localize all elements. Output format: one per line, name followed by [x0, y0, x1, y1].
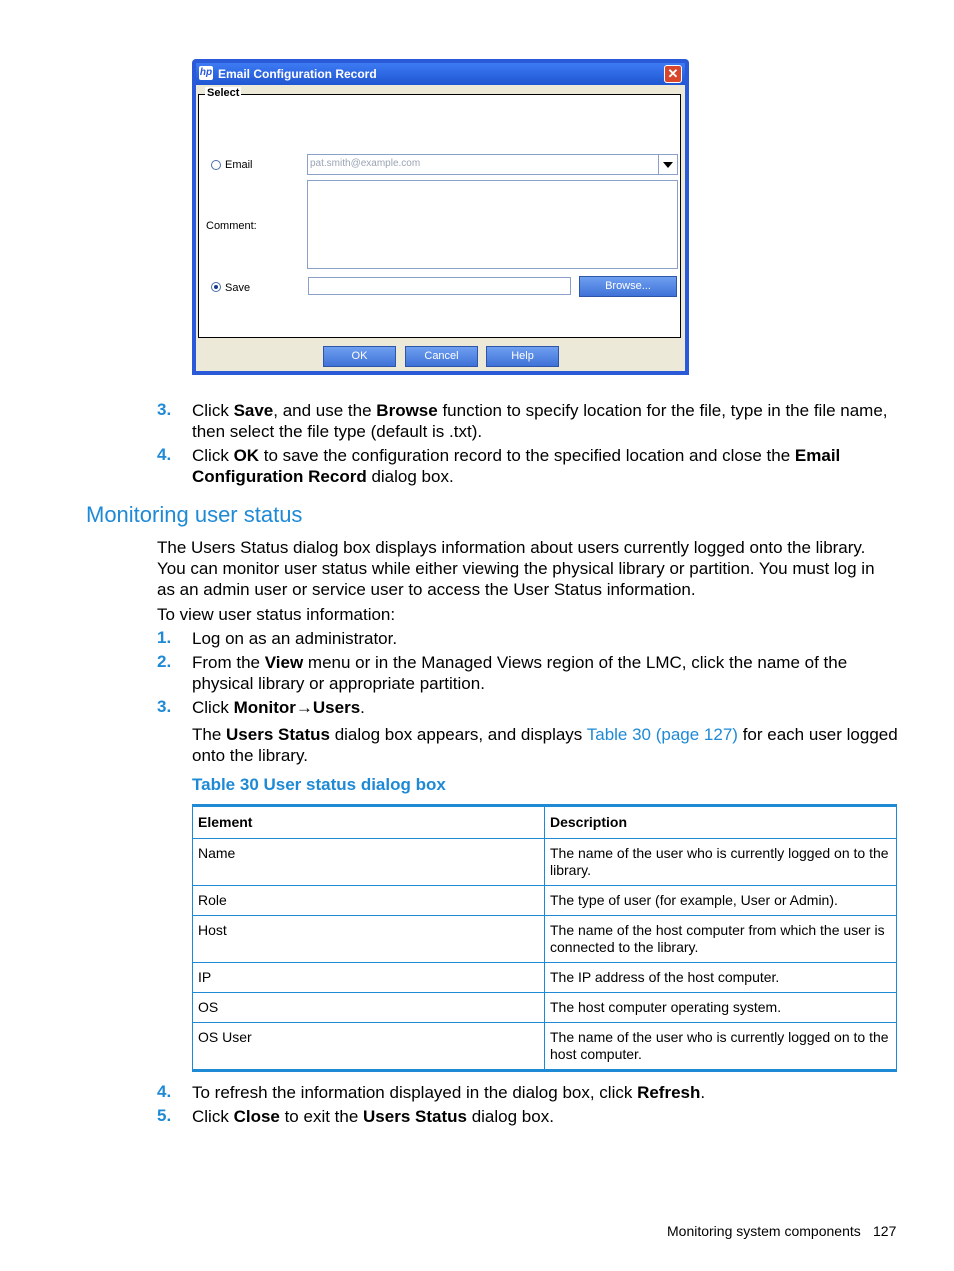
step-bold: Monitor	[233, 698, 296, 717]
chevron-down-icon[interactable]	[658, 155, 677, 174]
dialog-title: Email Configuration Record	[218, 67, 377, 81]
column-header: Element	[193, 806, 545, 839]
email-config-dialog	[192, 59, 689, 375]
help-button[interactable]: Help	[486, 346, 559, 367]
step-number: 5.	[157, 1106, 172, 1125]
step-text-part: .	[700, 1083, 706, 1102]
comment-label: Comment:	[206, 220, 257, 232]
step-text-part: to save the configuration record to the specified location and close the	[259, 446, 795, 465]
step-text	[192, 445, 872, 487]
table-row	[193, 1023, 897, 1071]
step-bold: Refresh	[637, 1083, 701, 1102]
table-row	[193, 916, 897, 963]
step-bold: Users	[312, 698, 361, 717]
section-intro: The Users Status dialog box displays information about users currently logged onto the library. You can monitor user status while either viewing the physical library or partition. You must log in as an admin user or service user to access the User Status information.	[157, 538, 875, 599]
step-text	[192, 697, 897, 718]
step-bold: Save	[233, 401, 274, 420]
step-text-part: dialog box appears, and displays	[329, 725, 587, 744]
email-combobox[interactable]	[307, 154, 678, 175]
step-text-part: dialog box.	[466, 1107, 554, 1126]
select-group-label: Select	[207, 87, 240, 99]
table-cell: The name of the user who is currently logged on to the library.	[545, 839, 897, 886]
step-note	[192, 724, 902, 766]
step-number: 2.	[157, 652, 172, 671]
close-icon[interactable]: ✕	[664, 65, 682, 83]
step-text-part: Click	[192, 401, 234, 420]
arrow-glyph: →	[295, 698, 313, 717]
step-text	[192, 1082, 897, 1103]
step-number: 1.	[157, 628, 172, 647]
table-row	[193, 839, 897, 886]
step-text-part: function to specify location for the file, type in the file name, then select the file type (default is .txt).	[192, 401, 888, 441]
step-text-part: Click	[192, 1107, 234, 1126]
step-number: 4.	[157, 1082, 172, 1101]
step-bold: Browse	[376, 401, 438, 420]
step-text	[192, 1106, 897, 1127]
table-caption: Table 30 User status dialog box	[192, 775, 446, 794]
hp-logo-icon: hp	[199, 67, 213, 78]
page-number: 127	[873, 1223, 897, 1239]
step-text-part: To refresh the information displayed in the dialog box, click	[192, 1083, 638, 1102]
step-text-part: dialog box.	[366, 467, 454, 486]
cancel-button[interactable]: Cancel	[405, 346, 478, 367]
step-number: 3.	[157, 400, 172, 419]
email-value: pat.smith@example.com	[310, 158, 421, 169]
step-text-part: , and use the	[273, 401, 377, 420]
table-cell: OS User	[193, 1023, 545, 1071]
step-text-part: .	[360, 698, 365, 717]
step-text	[192, 652, 872, 694]
comment-textarea[interactable]	[307, 180, 678, 269]
step-bold: View	[264, 653, 304, 672]
column-header: Description	[545, 806, 897, 839]
section-lead: To view user status information:	[157, 605, 396, 624]
step-bold: Users Status	[226, 725, 330, 744]
step-text-part: The	[192, 725, 227, 744]
step-text-part: Click	[192, 698, 234, 717]
table-cell: The name of the host computer from which the user is connected to the library.	[545, 916, 897, 963]
select-group	[198, 87, 681, 338]
step-text-part: menu or in the Managed Views region of the LMC, click the name of the physical library or appropriate partition.	[192, 653, 848, 693]
dialog-body	[196, 85, 685, 371]
table-cell: IP	[193, 963, 545, 993]
table-cell: Name	[193, 839, 545, 886]
email-radio[interactable]	[211, 160, 221, 170]
table-cell: Host	[193, 916, 545, 963]
step-number: 4.	[157, 445, 172, 464]
table-cell: Role	[193, 886, 545, 916]
table-cell: OS	[193, 993, 545, 1023]
step-text-part: to exit the	[279, 1107, 364, 1126]
browse-button[interactable]: Browse...	[579, 276, 677, 297]
step-text: Log on as an administrator.	[192, 629, 398, 648]
save-radio[interactable]	[211, 282, 221, 292]
step-text-part: for each user logged onto the library.	[192, 725, 898, 765]
step-text	[192, 400, 897, 442]
dialog-titlebar	[196, 63, 685, 85]
email-label: Email	[225, 159, 253, 171]
table-row	[193, 963, 897, 993]
ok-button[interactable]: OK	[323, 346, 396, 367]
step-bold: OK	[233, 446, 260, 465]
save-label: Save	[225, 282, 251, 294]
step-number: 3.	[157, 697, 172, 716]
table-header-row	[193, 806, 897, 839]
table-cell: The IP address of the host computer.	[545, 963, 897, 993]
table-cell: The name of the user who is currently logged on to the host computer.	[545, 1023, 897, 1071]
step-text-part: From the	[192, 653, 265, 672]
user-status-table	[192, 804, 897, 1072]
table-row	[193, 886, 897, 916]
save-path-field[interactable]	[308, 277, 571, 295]
section-heading: Monitoring user status	[86, 502, 303, 527]
step-bold: Email Configuration Record	[192, 446, 841, 486]
step-bold: Close	[233, 1107, 280, 1126]
table-link[interactable]: Table 30 (page 127)	[586, 725, 738, 744]
table-cell: The host computer operating system.	[545, 993, 897, 1023]
table-cell: The type of user (for example, User or Admin).	[545, 886, 897, 916]
step-text-part: Click	[192, 446, 234, 465]
footer-section-title: Monitoring system components	[667, 1223, 861, 1239]
step-bold: Users Status	[363, 1107, 467, 1126]
table-row	[193, 993, 897, 1023]
